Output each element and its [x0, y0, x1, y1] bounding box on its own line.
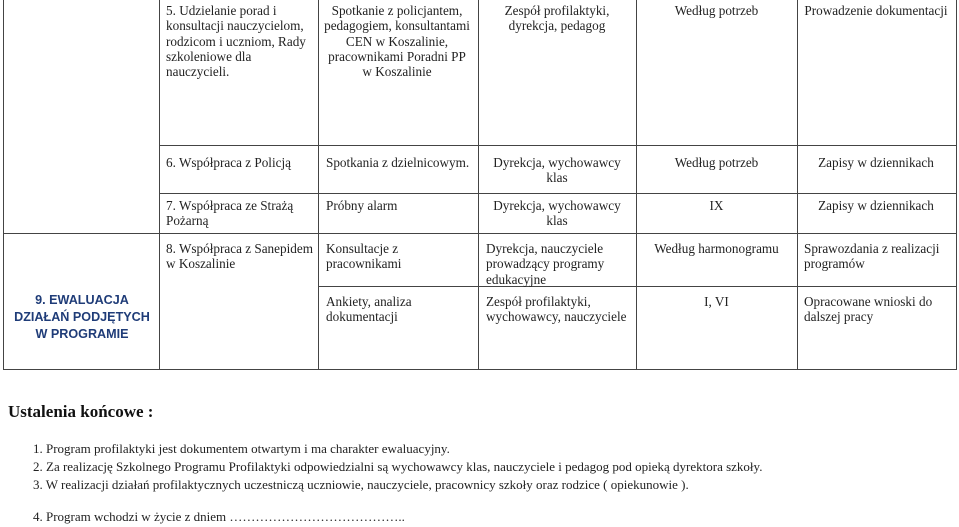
- closing-item-1: 1. Program profilaktyki jest dokumentem otwartym i ma charakter ewaluacyjny.: [33, 441, 450, 456]
- table-border-2: [318, 0, 319, 370]
- table-border-1: [159, 0, 160, 370]
- row-8-responsible: Dyrekcja, nauczyciele prowadzący programy edukacyjne: [486, 241, 605, 287]
- row-6-method: Spotkania z dzielnicowym.: [326, 155, 470, 170]
- table-border-left: [3, 0, 4, 370]
- row-border-4: [318, 286, 957, 287]
- table-border-bottom: [3, 369, 957, 370]
- table-border-3: [478, 0, 479, 370]
- row-5-method: Spotkanie z policjantem, pedagogiem, konsultantami CEN w Koszalinie, pracownikami Poradni PP w Koszalinie: [324, 3, 470, 80]
- row-8-time: Według harmonogramu: [654, 241, 779, 256]
- row-border-1: [159, 145, 957, 146]
- row-8b-responsible: Zespół profilaktyki, wychowawcy, nauczyciele: [486, 294, 627, 325]
- row-7-evaluation: Zapisy w dziennikach: [818, 198, 934, 213]
- row-7-task: 7. Współpraca ze Strażą Pożarną: [166, 198, 294, 229]
- row-5-evaluation: Prowadzenie dokumentacji: [804, 3, 948, 18]
- row-6-task: 6. Współpraca z Policją: [166, 155, 291, 170]
- row-8-task: 8. Współpraca z Sanepidem w Koszalinie: [166, 241, 313, 272]
- row-7-method: Próbny alarm: [326, 198, 398, 213]
- table-border-5: [797, 0, 798, 370]
- table-border-4: [636, 0, 637, 370]
- row-5-responsible: Zespół profilaktyki, dyrekcja, pedagog: [504, 3, 610, 34]
- row-border-3: [159, 233, 957, 234]
- row-7-responsible: Dyrekcja, wychowawcy klas: [493, 198, 621, 229]
- row-5-task: 5. Udzielanie porad i konsultacji nauczycielom, rodzicom i uczniom, Rady szkoleniowe dla nauczycieli.: [166, 3, 306, 80]
- row-border-2: [159, 193, 957, 194]
- closing-item-3: 3. W realizacji działań profilaktycznych uczestniczą uczniowie, nauczyciele, pracownicy szkoły oraz rodzice ( opiekunowie ).: [33, 477, 689, 492]
- closing-item-2: 2. Za realizację Szkolnego Programu Profilaktyki odpowiedzialni są wychowawcy klas, nauczyciele i pedagog pod opieką dyrektora szkoły.: [33, 459, 763, 474]
- section-border-top: [3, 233, 160, 234]
- row-6-responsible: Dyrekcja, wychowawcy klas: [493, 155, 621, 186]
- row-8-evaluation: Sprawozdania z realizacji programów: [804, 241, 940, 272]
- row-6-time: Według potrzeb: [674, 155, 759, 170]
- row-8-method: Konsultacje z pracownikami: [326, 241, 402, 272]
- row-8b-evaluation: Opracowane wnioski do dalszej pracy: [804, 294, 933, 325]
- section-label: 9. EWALUACJA DZIAŁAŃ PODJĘTYCH W PROGRAMIE: [14, 293, 150, 341]
- row-5-time: Według potrzeb: [674, 3, 759, 18]
- row-7-time: IX: [709, 198, 724, 213]
- closing-item-4: 4. Program wchodzi w życie z dniem …………………………………..: [33, 509, 405, 524]
- table-border-right: [956, 0, 957, 370]
- row-8b-method: Ankiety, analiza dokumentacji: [326, 294, 412, 325]
- row-8b-time: I, VI: [704, 294, 729, 309]
- closing-heading: Ustalenia końcowe :: [8, 402, 154, 421]
- row-6-evaluation: Zapisy w dziennikach: [818, 155, 934, 170]
